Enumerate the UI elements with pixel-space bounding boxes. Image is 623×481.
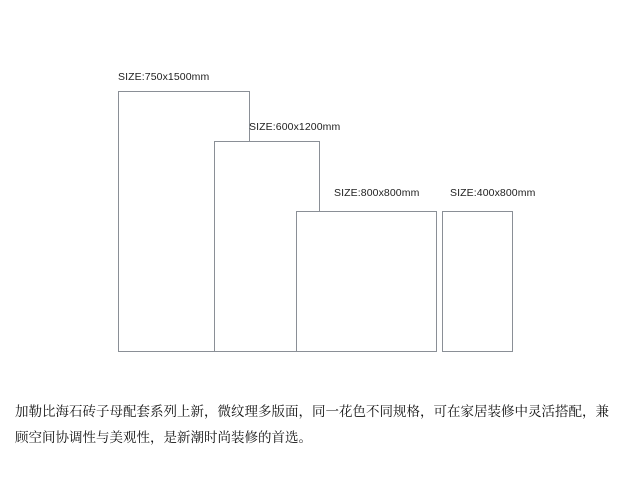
tile-label-600x1200: SIZE:600x1200mm — [249, 121, 341, 133]
tile-rect-800x800 — [296, 211, 437, 352]
tile-label-400x800: SIZE:400x800mm — [450, 187, 536, 199]
tile-label-800x800: SIZE:800x800mm — [334, 187, 420, 199]
caption-text: 加勒比海石砖子母配套系列上新，微纹理多版面，同一花色不同规格，可在家居装修中灵活搭配，兼顾空间协调性与美观性，是新潮时尚装修的首选。 — [15, 404, 609, 445]
tile-rect-400x800 — [442, 211, 513, 352]
tile-label-750x1500: SIZE:750x1500mm — [118, 71, 210, 83]
